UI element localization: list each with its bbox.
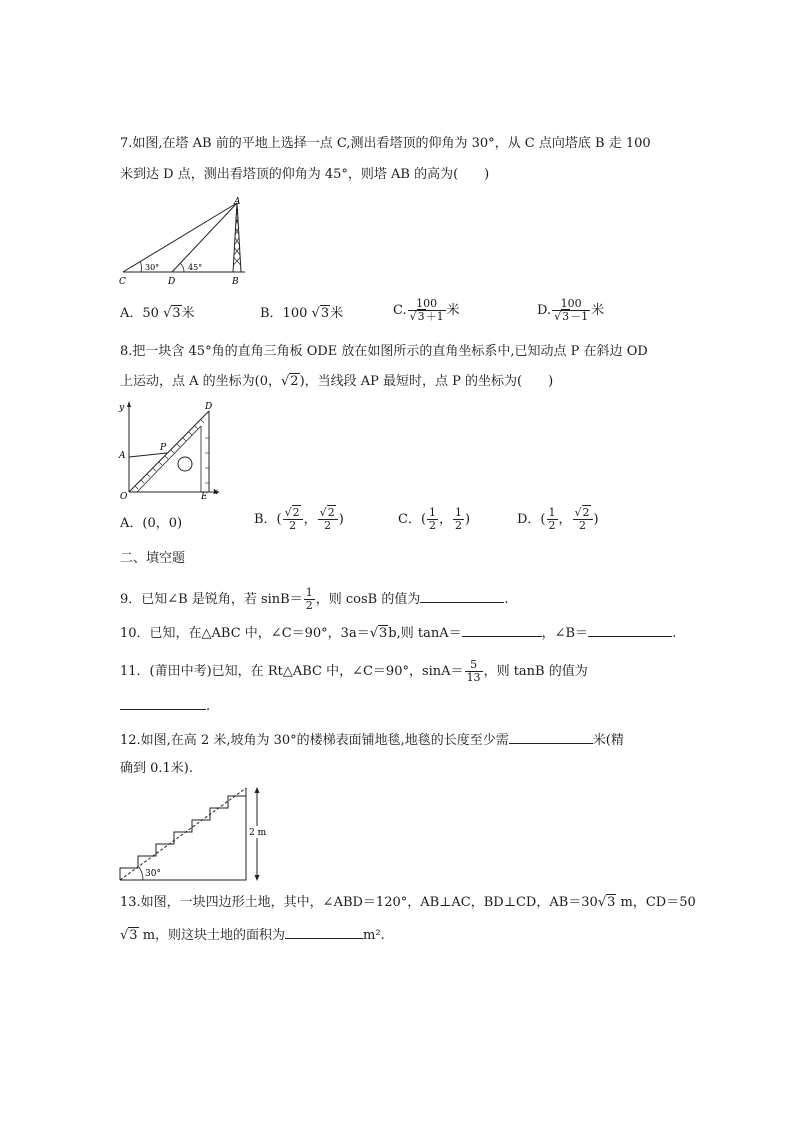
q8-label-d: D xyxy=(205,402,213,412)
q12-stairs-figure xyxy=(115,782,275,884)
q7-label-a: A xyxy=(234,197,241,207)
q8-option-b: B．( $\frac{√2}{2}$ ， $\frac{√2}{2}$ ) xyxy=(254,506,344,532)
q8-option-d: D．( $\frac{1}{2}$ ， $\frac{√2}{2}$ ) xyxy=(517,506,599,532)
q8-label-a: A xyxy=(119,451,126,461)
q7-angle-45: 45° xyxy=(188,263,203,272)
q12-answer-blank[interactable] xyxy=(509,729,593,744)
q7-text-line1: 7.如图,在塔 AB 前的平地上选择一点 C,测出看塔顶的仰角为 30°，从 C 点向塔底 B 走 100 xyxy=(120,136,651,151)
q13-answer-blank[interactable] xyxy=(285,924,363,939)
q7-label-d: D xyxy=(168,277,176,287)
q10-answer-blank-2[interactable] xyxy=(588,622,672,637)
q10-answer-blank-1[interactable] xyxy=(462,622,542,637)
q12-height-label: 2 m xyxy=(249,828,267,838)
q8-text-line1: 8.把一块含 45°角的直角三角板 ODE 放在如图所示的直角坐标系中,已知动点 P 在斜边 OD xyxy=(120,344,648,359)
q7-angle-30: 30° xyxy=(145,263,160,272)
q11-text: 11．(莆田中考)已知，在 Rt△ABC 中，∠C＝90°，sinA＝ $\frac{5}{13}$ ，则 tanB 的值为 xyxy=(120,658,588,684)
q7-text-line2: 米到达 D 点，测出看塔顶的仰角为 45°，则塔 AB 的高为( ) xyxy=(120,167,490,182)
q7-label-b: B xyxy=(232,277,239,287)
q12-text-line1: 12.如图,在高 2 米,坡角为 30°的楼梯表面铺地毯,地毯的长度至少需 米(精 xyxy=(120,729,624,751)
q7-tower-figure xyxy=(115,195,255,290)
q8-label-e: E xyxy=(201,492,208,502)
q9-text: 9．已知∠B 是锐角，若 sinB＝ $\frac{1}{2}$ ，则 cosB 的值为 . xyxy=(120,586,509,612)
q10-text: 10．已知，在△ABC 中，∠C＝90°，3a＝√3b,则 tanA＝ ，∠B＝ . xyxy=(120,622,676,644)
q12-text-line2: 确到 0.1米). xyxy=(120,761,194,776)
q8-text-line2: 上运动，点 A 的坐标为(0，√2)，当线段 AP 最短时，点 P 的坐标为( ) xyxy=(120,374,554,389)
q8-label-o: O xyxy=(120,492,128,502)
q7-option-d: D. $\frac{100}{√3-1}$ 米 xyxy=(537,297,605,323)
q13-text-line2: √3 m，则这块土地的面积为 m². xyxy=(120,924,385,946)
q8-option-a: A．(0，0) xyxy=(120,516,183,531)
q8-coordinate-figure xyxy=(115,398,230,503)
q11-answer-blank[interactable] xyxy=(120,695,206,710)
q7-option-c: C. $\frac{100}{√3+1}$ 米 xyxy=(393,297,460,323)
q12-angle-label: 30° xyxy=(145,869,161,879)
q8-label-p: P xyxy=(160,443,167,453)
q11-answer-line: . xyxy=(120,695,210,717)
section-title-fill-in: 二、填空题 xyxy=(120,551,186,566)
q7-label-c: C xyxy=(119,277,126,287)
q7-option-b: B．100 √3米 xyxy=(260,306,344,321)
q8-axis-y: y xyxy=(119,403,125,413)
q7-option-a: A．50 √3米 xyxy=(120,306,195,321)
q8-option-c: C．( $\frac{1}{2}$ ， $\frac{1}{2}$ ) xyxy=(398,506,471,532)
q9-answer-blank[interactable] xyxy=(420,588,504,603)
q8-axis-x: x xyxy=(213,487,219,497)
q13-text-line1: 13.如图，一块四边形土地，其中，∠ABD＝120°，AB⊥AC，BD⊥CD，AB＝30√3 m，CD＝50 xyxy=(120,895,696,910)
